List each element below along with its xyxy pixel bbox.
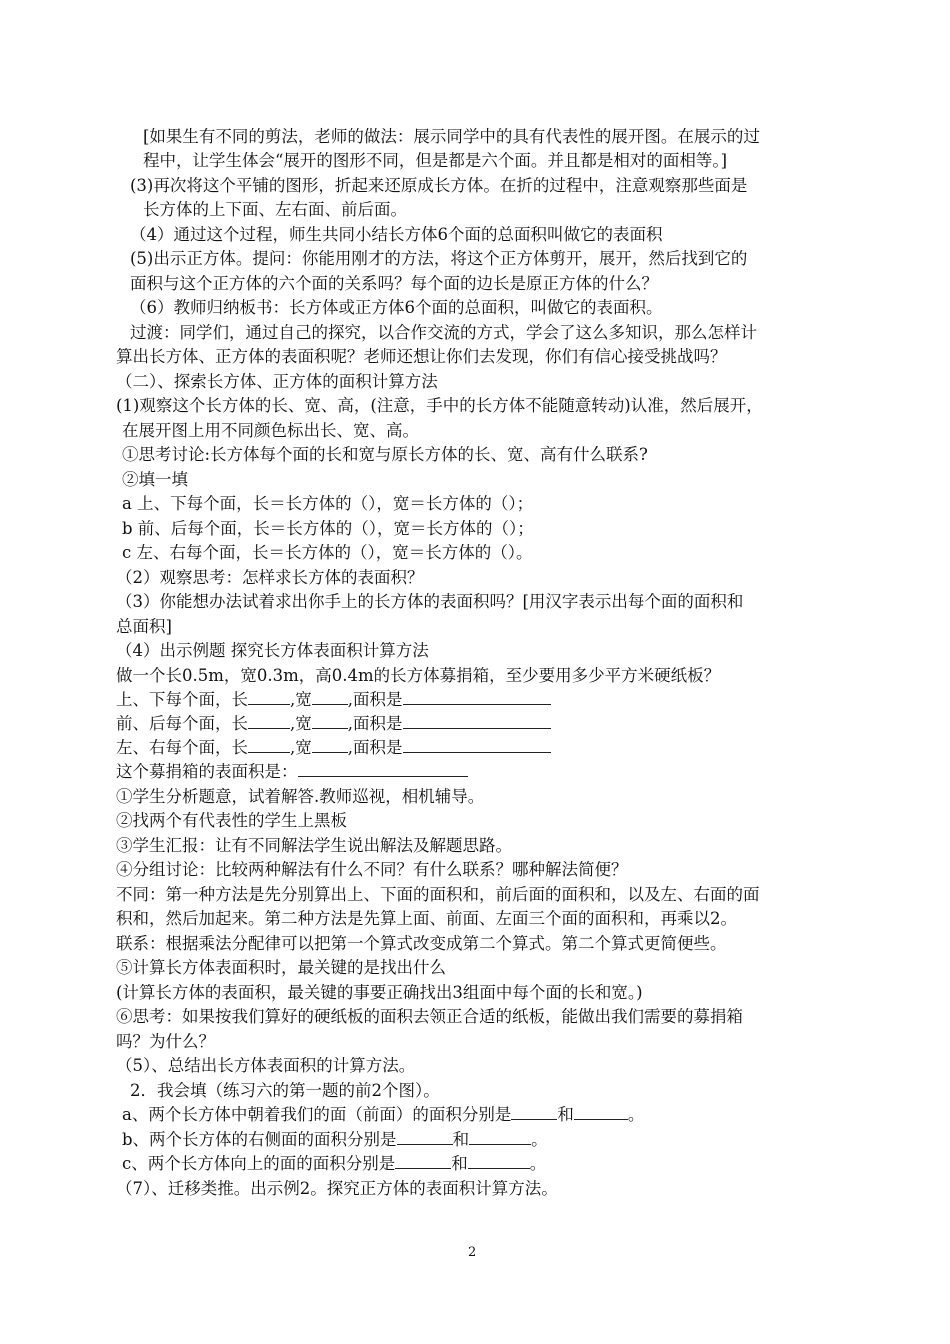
answer-blank — [248, 688, 290, 705]
fill-row — [116, 712, 551, 736]
answer-blank — [312, 712, 348, 729]
fill-label: ,宽 — [290, 690, 312, 709]
paragraph-line: 不同：第一种方法是先分别算出上、下面的面积和，前后面的面积和，以及左、右面的面 — [116, 885, 760, 904]
paragraph-line: (5)出示正方体。提问：你能用刚才的方法，将这个正方体剪开，展开，然后找到它的 — [130, 249, 748, 268]
fill-label: a、两个长方体中朝着我们的面（前面）的面积分别是 — [122, 1105, 512, 1124]
answer-blank — [298, 760, 468, 777]
paragraph-line: (计算长方体的表面积，最关键的事要正确找出3组面中每个面的长和宽。) — [116, 983, 643, 1002]
paragraph-line: a 上、下每个面，长＝长方体的（），宽＝长方体的（）； — [122, 494, 534, 513]
fill-label: ,宽 — [290, 738, 312, 757]
paragraph-line: 在展开图上用不同颜色标出长、宽、高。 — [122, 421, 419, 440]
fill-row — [116, 736, 551, 760]
answer-blank — [395, 1152, 451, 1169]
answer-blank — [397, 1128, 453, 1145]
paragraph-line: ①思考讨论:长方体每个面的长和宽与原长方体的长、宽、高有什么联系? — [122, 445, 648, 464]
fill-label: 。 — [529, 1154, 547, 1173]
paragraph-line: 面积与这个正方体的六个面的关系吗？每个面的边长是原正方体的什么？ — [130, 274, 658, 293]
fill-label: ,面积是 — [347, 738, 403, 757]
fill-row — [122, 1152, 546, 1176]
fill-label: 这个募捐箱的表面积是： — [116, 762, 298, 781]
paragraph-line: [如果生有不同的剪法，老师的做法：展示同学中的具有代表性的展开图。在展示的过 — [143, 127, 760, 146]
answer-blank — [574, 1103, 628, 1120]
fill-label: 和 — [451, 1154, 468, 1173]
answer-blank — [248, 736, 290, 753]
answer-blank — [403, 688, 551, 705]
paragraph-line: ②找两个有代表性的学生上黑板 — [116, 811, 347, 830]
paragraph-line: ④分组讨论：比较两种解法有什么不同？有什么联系？哪种解法简便？ — [116, 860, 628, 879]
fill-label: 和 — [452, 1130, 470, 1149]
fill-label: ,面积是 — [347, 690, 403, 709]
paragraph-line: 联系：根据乘法分配律可以把第一个算式改变成第二个算式。第二个算式更简便些。 — [116, 934, 727, 953]
paragraph-line: 吗？为什么？ — [116, 1032, 215, 1051]
section-heading: （二）、探索长方体、正方体的面积计算方法 — [116, 372, 438, 391]
paragraph-line: （6）教师归纳板书：长方体或正方体6个面的总面积，叫做它的表面积。 — [130, 298, 663, 317]
fill-label: 上、下每个面，长 — [116, 690, 248, 709]
paragraph-line: 做一个长0.5m，宽0.3m，高0.4m的长方体募捐箱，至少要用多少平方米硬纸板？ — [116, 666, 721, 685]
fill-label: ,宽 — [290, 714, 312, 733]
paragraph-line: ⑤计算长方体表面积时，最关键的是找出什么 — [116, 958, 446, 977]
answer-blank — [248, 712, 290, 729]
answer-blank — [468, 1152, 530, 1169]
paragraph-line: （7）、迁移类推。出示例2。探究正方体的表面积计算方法。 — [116, 1179, 558, 1198]
paragraph-line: 过渡：同学们，通过自己的探究，以合作交流的方式，学会了这么多知识，那么怎样计 — [130, 323, 757, 342]
fill-row — [122, 1128, 548, 1152]
fill-label: 前、后每个面，长 — [116, 714, 248, 733]
paragraph-line: 算出长方体、正方体的表面积呢？老师还想让你们去发现，你们有信心接受挑战吗？ — [116, 347, 727, 366]
answer-blank — [403, 736, 551, 753]
paragraph-line: （5）、总结出长方体表面积的计算方法。 — [116, 1056, 416, 1075]
paragraph-line: c 左、右每个面，长＝长方体的（），宽＝长方体的（）。 — [122, 543, 533, 562]
paragraph-line: ③学生汇报：让有不同解法学生说出解法及解题思路。 — [116, 836, 512, 855]
fill-label: c、两个长方体向上的面的面积分别是 — [122, 1154, 396, 1173]
page-number: 2 — [468, 1245, 477, 1260]
paragraph-line: b 前、后每个面，长＝长方体的（），宽＝长方体的（）； — [122, 519, 534, 538]
paragraph-line: (3)再次将这个平铺的图形，折起来还原成长方体。在折的过程中，注意观察那些面是 — [130, 176, 748, 195]
paragraph-line: 长方体的上下面、左右面、前后面。 — [143, 200, 407, 219]
fill-row — [122, 1103, 644, 1127]
answer-blank — [312, 736, 348, 753]
paragraph-line: ⑥思考：如果按我们算好的硬纸板的面积去领正合适的纸板，能做出我们需要的募捐箱 — [116, 1007, 743, 1026]
fill-label: 。 — [627, 1105, 645, 1124]
fill-label: 左、右每个面，长 — [116, 738, 248, 757]
paragraph-line: （4）出示例题 探究长方体表面积计算方法 — [116, 641, 429, 660]
paragraph-line: 总面积] — [116, 617, 172, 636]
fill-row — [116, 688, 551, 712]
fill-label: ,面积是 — [347, 714, 403, 733]
paragraph-line: 2．我会填（练习六的第一题的前2个图）。 — [130, 1081, 440, 1100]
paragraph-line: ①学生分析题意，试着解答.教师巡视，相机辅导。 — [116, 787, 485, 806]
fill-label: 和 — [557, 1105, 574, 1124]
paragraph-line: ②填一填 — [122, 470, 188, 489]
answer-blank — [511, 1103, 557, 1120]
paragraph-line: （3）你能想办法试着求出你手上的长方体的表面积吗？[用汉字表示出每个面的面积和 — [116, 592, 744, 611]
answer-blank — [469, 1128, 531, 1145]
paragraph-line: （4）通过这个过程，师生共同小结长方体6个面的总面积叫做它的表面积 — [130, 225, 663, 244]
answer-blank — [312, 688, 348, 705]
paragraph-line: （2）观察思考：怎样求长方体的表面积？ — [116, 568, 424, 587]
paragraph-line: 程中，让学生体会“展开的图形不同，但是都是六个面。并且都是相对的面相等。] — [143, 151, 728, 170]
fill-label: 。 — [531, 1130, 548, 1149]
fill-label: b、两个长方体的右侧面的面积分别是 — [122, 1130, 397, 1149]
answer-blank — [403, 712, 551, 729]
fill-row — [116, 760, 468, 784]
paragraph-line: 积和，然后加起来。第二种方法是先算上面、前面、左面三个面的面积和，再乘以2。 — [116, 909, 737, 928]
paragraph-line: (1)观察这个长方体的长、宽、高，(注意，手中的长方体不能随意转动)认准，然后展开， — [116, 396, 763, 415]
